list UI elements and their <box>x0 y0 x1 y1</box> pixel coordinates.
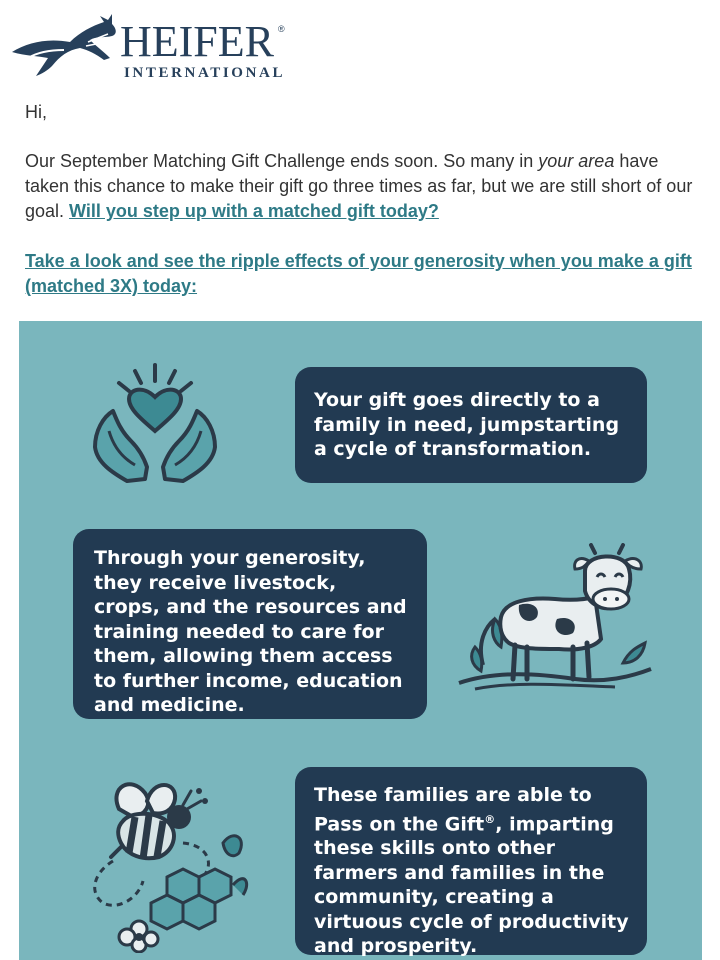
intro-paragraph <box>25 149 695 224</box>
leaping-heifer-logo-icon <box>8 12 120 78</box>
bee-honeycomb-icon <box>83 773 253 953</box>
info-card-gift <box>295 367 647 483</box>
info-card-gift-text: Your gift goes directly to a family in need, jumpstarting a cycle of transformation. <box>314 389 620 460</box>
info-card-pass-on <box>295 767 647 958</box>
greeting: Hi, <box>25 102 47 122</box>
info-card-livestock-text: Through your generosity, they receive livestock, crops, and the resources and training needed to care for them, allowing them access to further income, education and medicine. <box>94 547 407 716</box>
info-card-pass-on-text: These families are able to Pass on the Gift <box>314 784 592 835</box>
emphasis-text: your area <box>538 151 615 171</box>
ripple-infographic[interactable] <box>19 321 702 960</box>
cow-icon <box>455 543 655 693</box>
registered-mark: ® <box>278 24 285 34</box>
heifer-logo[interactable] <box>8 8 298 81</box>
info-card-livestock <box>73 529 427 719</box>
matched-gift-link[interactable]: Will you step up with a matched gift today? <box>69 201 439 221</box>
ripple-paragraph <box>25 249 695 299</box>
logo-wordmark: HEIFER <box>120 17 274 66</box>
ripple-effects-link[interactable]: Take a look and see the ripple effects of your generosity when you make a gift (matched 3X) today: <box>25 251 692 296</box>
logo-subtitle: INTERNATIONAL <box>124 65 286 81</box>
pass-on-gift-registered-mark: ® <box>484 812 496 826</box>
heart-hands-icon <box>87 361 237 501</box>
intro-text: Our September Matching Gift Challenge ends soon. So many in <box>25 151 539 171</box>
info-card-pass-on-text-cont: , imparting these skills onto other farmers and families in the community, creating a virtuous cycle of productivity and prosperity. <box>314 812 629 958</box>
intro-text-cont: have taken this chance to make their gift go three times as far, but we are still short of our goal. <box>25 151 693 221</box>
